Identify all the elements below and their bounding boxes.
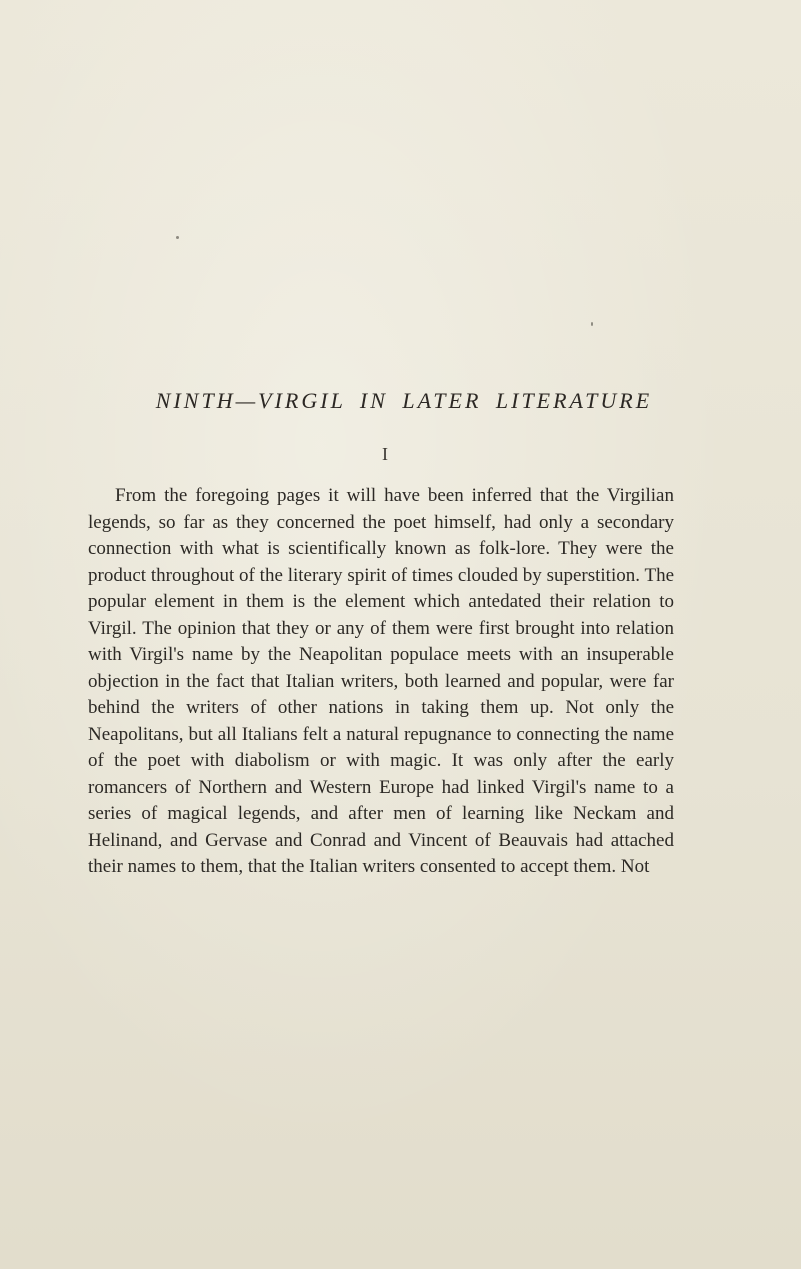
body-paragraph: From the foregoing pages it will have been inferred that the Virgilian legends, so far as they concerned the poet himself, had only a secondary connection with what is scientifically known as folk-lore. They were the product throughout of the literary spirit of times clouded by superstition. The popular element in them is the element which antedated their relation to Virgil. The opinion that they or any of them were first brought into relation with Virgil's name by the Neapolitan populace meets with an insuperable objection in the fact that Italian writers, both learned and popular, were far behind the writers of other nations in taking them up. Not only the Neapolitans, but all Italians felt a natural repugnance to connecting the name of the poet with diabolism or with magic. It was only after the early romancers of Northern and Western Europe had linked Virgil's name to a series of magical legends, and after men of learning like Neckam and Helinand, and Gervase and Conrad and Vincent of Beauvais had attached their names to them, that the Italian writers consented to accept them. Not xyxy=(88,485,674,877)
chapter-heading: NINTH—VIRGIL IN LATER LITERATURE xyxy=(155,388,653,413)
paper-speck xyxy=(176,236,179,239)
paper-speck xyxy=(591,322,593,326)
section-number: I xyxy=(382,444,388,464)
